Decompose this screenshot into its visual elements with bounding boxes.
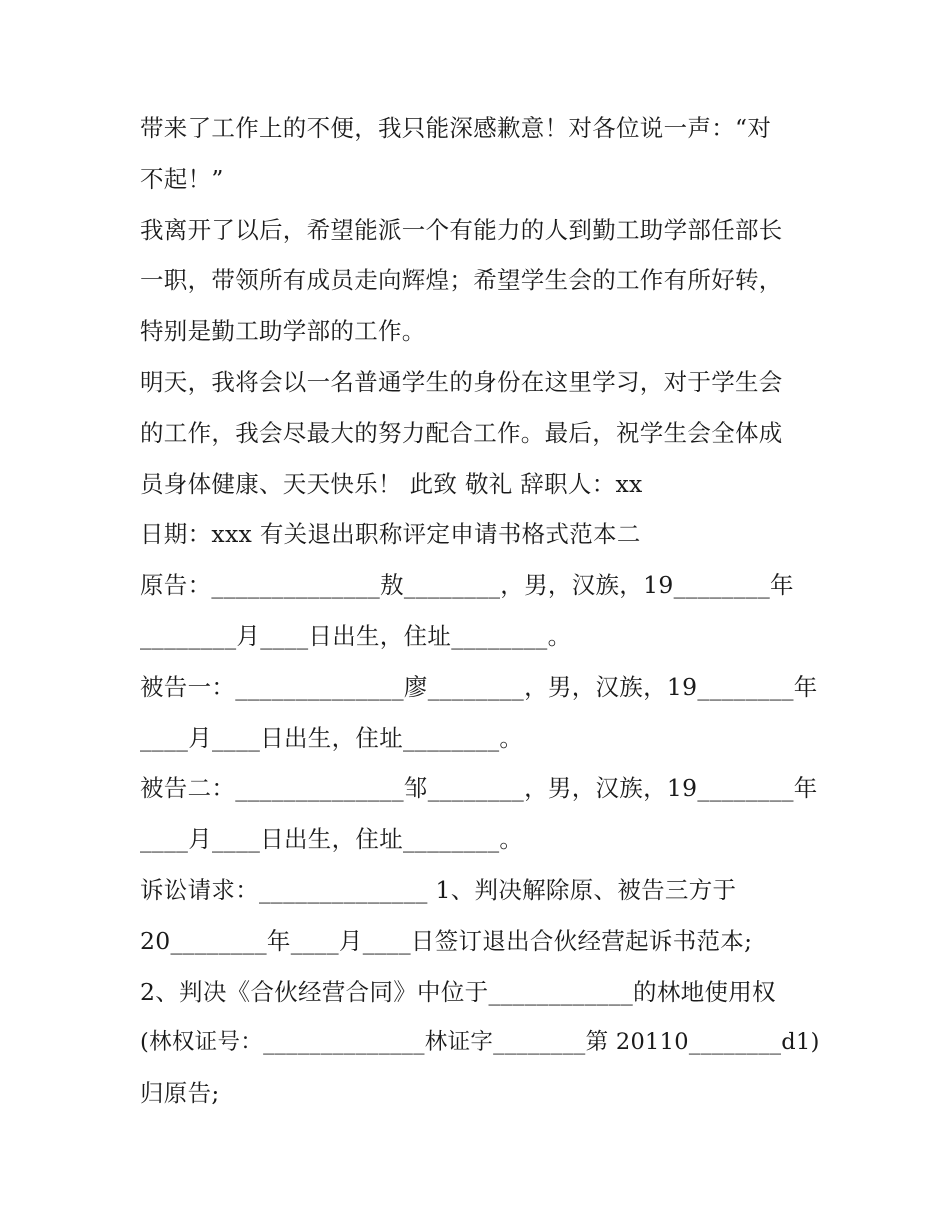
- text-line: 归原告;: [140, 1079, 220, 1108]
- text-line: 员身体健康、天天快乐！ 此致 敬礼 辞职人：xx: [140, 469, 643, 498]
- text-line: 明天，我将会以一名普通学生的身份在这里学习，对于学生会: [140, 367, 783, 396]
- text-line: 带来了工作上的不便，我只能深感歉意！对各位说一声：“对: [140, 114, 772, 142]
- text-line: ____月____日出生，住址________。: [140, 723, 524, 752]
- text-line: 特别是勤工助学部的工作。: [140, 317, 426, 346]
- document-body: [140, 103, 830, 1119]
- text-line: 一职，带领所有成员走向辉煌；希望学生会的工作有所好转，: [140, 266, 783, 295]
- text-line: (林权证号：______________林证字________第 20110________d1): [140, 1029, 820, 1056]
- text-line: 不起！”: [140, 164, 224, 193]
- text-line: 诉讼请求：______________ 1、判决解除原、被告三方于: [140, 875, 737, 904]
- text-line: 原告：______________敖________，男，汉族，19________年: [140, 571, 794, 600]
- text-line: 日期：xxx 有关退出职称评定申请书格式范本二: [140, 520, 641, 549]
- text-line: 被告一：______________廖________，男，汉族，19________年: [140, 672, 818, 701]
- text-line: ________月____日出生，住址________。: [140, 621, 572, 650]
- text-line: 2、判决《合伙经营合同》中位于____________的林地使用权: [140, 977, 776, 1006]
- text-line: 的工作，我会尽最大的努力配合工作。最后，祝学生会全体成: [140, 418, 783, 447]
- text-line: 20________年____月____日签订退出合伙经营起诉书范本;: [140, 926, 753, 955]
- text-line: ____月____日出生，住址________。: [140, 825, 524, 854]
- text-line: 我离开了以后，希望能派一个有能力的人到勤工助学部任部长: [140, 215, 783, 244]
- text-line: 被告二：______________邹________，男，汉族，19________年: [140, 774, 818, 803]
